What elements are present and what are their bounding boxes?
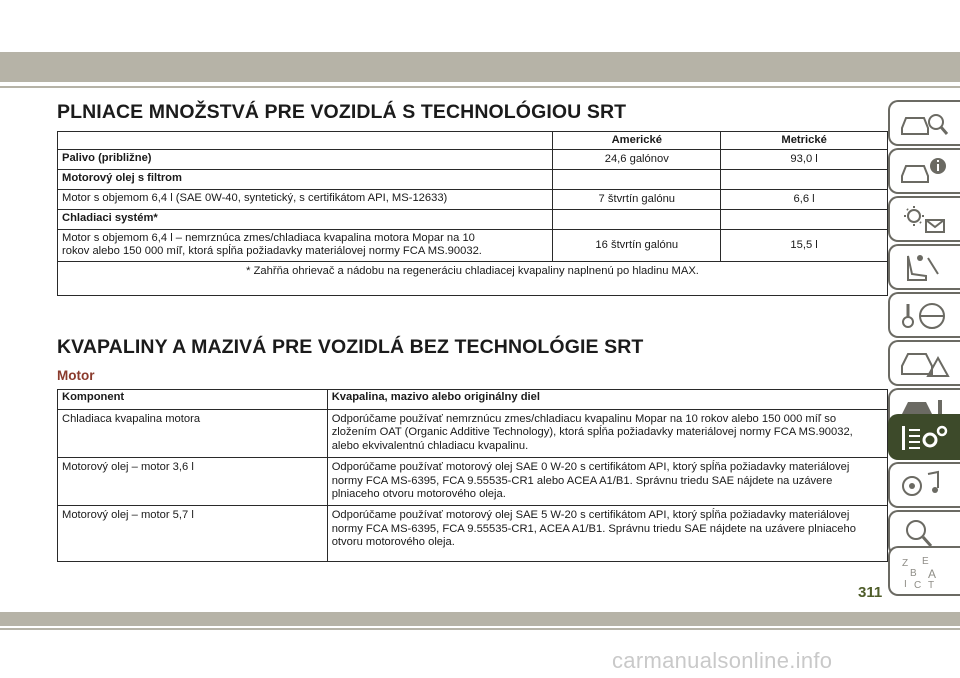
srt-capacities-table [57, 131, 888, 296]
page-number: 311 [858, 584, 883, 601]
footer-stripe [0, 612, 960, 626]
table-footnote: * Zahřňa ohrievač a nádobu na regeneráciu chladiacej kvapaliny naplnenú po hladinu MAX. [58, 261, 888, 295]
table-row [58, 410, 888, 458]
row-us-value: 24,6 galónov [553, 150, 721, 170]
header-blank [58, 132, 553, 150]
row-metric-value: 6,6 l [721, 190, 888, 210]
tab-steering-key[interactable] [888, 292, 960, 338]
section2-subtitle: Motor [57, 368, 95, 383]
watermark: carmanualsonline.info [612, 648, 833, 673]
header-us: Americké [553, 132, 721, 150]
svg-text:E: E [922, 556, 929, 567]
table-row [58, 150, 888, 170]
index-letters-icon [898, 554, 950, 590]
tab-car-search[interactable] [888, 100, 960, 146]
tab-specs-gears[interactable] [888, 414, 960, 460]
page-top-margin [0, 0, 960, 52]
engine-fluids-table [57, 389, 888, 562]
row-us-value [553, 210, 721, 230]
table-row [58, 506, 888, 562]
table-row [58, 210, 888, 230]
header-component: Komponent [58, 390, 328, 410]
row-label: Motor s objemom 6,4 l – nemrznúca zmes/chladiaca kvapalina motora Mopar na 10 rokov alebo 150 000 míľ, ktorá spĺňa požiadavky materiálovej normy FCA MS.90032. [58, 230, 553, 262]
seat-airbag-icon [898, 252, 950, 284]
svg-text:B: B [910, 568, 917, 579]
row-label: Motorový olej s filtrom [58, 170, 553, 190]
row-metric-value [721, 210, 888, 230]
svg-text:C: C [914, 580, 922, 590]
header-rule [0, 86, 960, 88]
header-stripe [0, 52, 960, 82]
component-cell: Motorový olej – motor 5,7 l [58, 506, 328, 562]
tab-warning-lights[interactable] [888, 196, 960, 242]
header-metric: Metrické [721, 132, 888, 150]
tab-index[interactable] [888, 546, 960, 596]
warning-lights-icon [898, 204, 950, 236]
car-search-icon [898, 108, 950, 140]
table-row [58, 170, 888, 190]
table-note-row [58, 261, 888, 295]
spec-cell: Odporúčame používať nemrznúcu zmes/chladiacu kvapalinu Mopar na 10 rokov alebo 150 000 míľ so zložením OAT (Organic Additive Technology), ktorá spĺňa požiadavky materiálovej normy FCA MS.90032, alebo ekvivalentnú chladiacu kvapalinu. [327, 410, 887, 458]
row-metric-value: 15,5 l [721, 230, 888, 262]
spec-cell: Odporúčame používať motorový olej SAE 0 W-20 s certifikátom API, ktorý spĺňa požiadavky materiálovej normy FCA MS-6395, FCA 9.55535-CR1 alebo ACEA A1/B1. Správnu triedu SAE nájdete na uzávere plniaceho otvoru motorového oleja. [327, 458, 887, 506]
car-hazard-icon [898, 348, 950, 380]
row-us-value: 7 štvrtín galónu [553, 190, 721, 210]
tab-car-info[interactable] [888, 148, 960, 194]
table-row [58, 230, 888, 262]
svg-text:I: I [904, 579, 907, 590]
row-us-value [553, 170, 721, 190]
spec-cell: Odporúčame používať motorový olej SAE 5 W-20 s certifikátom API, ktorý spĺňa požiadavky materiálovej normy FCA MS-6395, FCA 9.55535-CR1, ACEA A1/B1. Správnu triedu SAE nájdete na uzávere plniaceho otvoru motorového oleja. [327, 506, 887, 562]
row-us-value: 16 štvrtín galónu [553, 230, 721, 262]
component-cell: Motorový olej – motor 3,6 l [58, 458, 328, 506]
footer-rule [0, 628, 960, 630]
row-metric-value: 93,0 l [721, 150, 888, 170]
car-info-icon [898, 156, 950, 188]
table-header-row [58, 390, 888, 410]
svg-text:A: A [928, 567, 937, 581]
steering-key-icon [898, 300, 950, 332]
tab-seat-airbag[interactable] [888, 244, 960, 290]
svg-text:T: T [928, 580, 935, 590]
specs-gears-icon [898, 422, 950, 454]
row-metric-value [721, 170, 888, 190]
section1-title: PLNIACE MNOŽSTVÁ PRE VOZIDLÁ S TECHNOLÓGIOU SRT [57, 101, 627, 123]
row-label: Chladiaci systém* [58, 210, 553, 230]
row-label: Motor s objemom 6,4 l (SAE 0W-40, syntetický, s certifikátom API, MS-12633) [58, 190, 553, 210]
row-label: Palivo (približne) [58, 150, 553, 170]
tab-car-hazard[interactable] [888, 340, 960, 386]
media-music-icon [898, 470, 950, 502]
section2-title: KVAPALINY A MAZIVÁ PRE VOZIDLÁ BEZ TECHNOLÓGIE SRT [57, 336, 644, 358]
table-header-row [58, 132, 888, 150]
table-row [58, 458, 888, 506]
tab-media-music[interactable] [888, 462, 960, 508]
header-fluid: Kvapalina, mazivo alebo originálny diel [327, 390, 887, 410]
component-cell: Chladiaca kvapalina motora [58, 410, 328, 458]
table-row [58, 190, 888, 210]
svg-text:Z: Z [902, 558, 909, 569]
